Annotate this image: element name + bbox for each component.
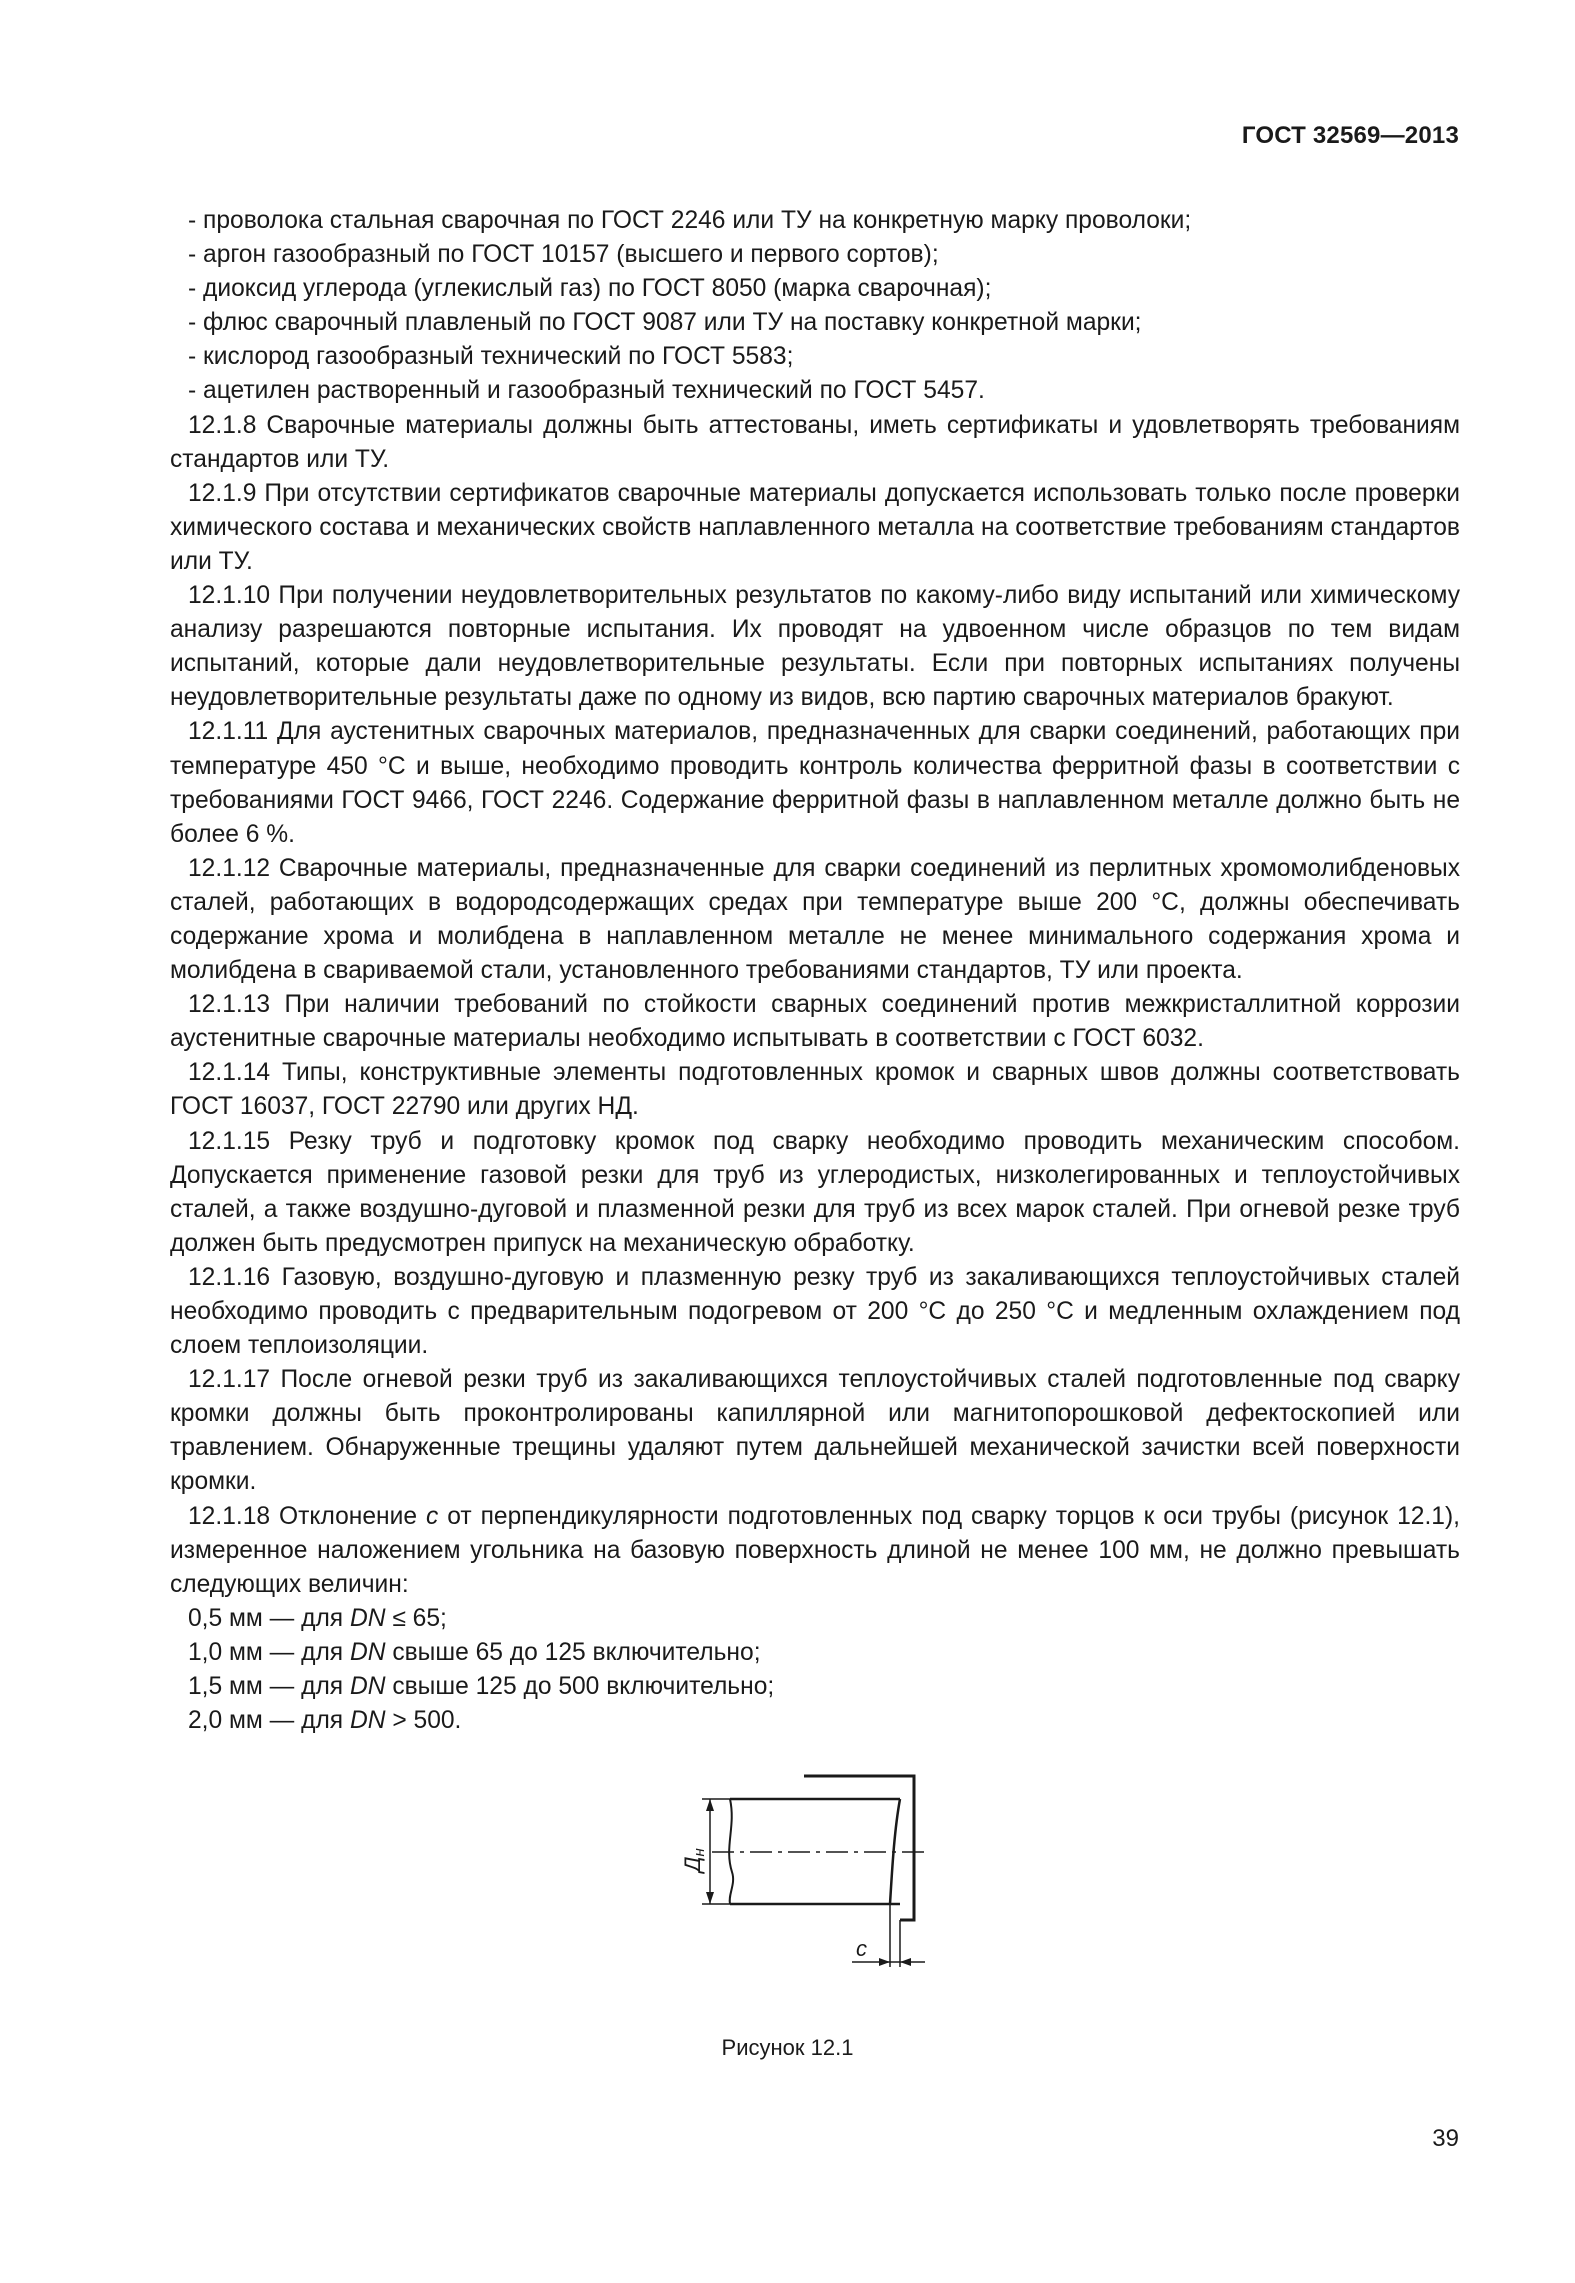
figure-12-1 [640, 1772, 940, 1992]
tolerance-item [170, 1670, 1460, 1704]
diameter-label: Дн [680, 1848, 708, 1872]
list-item: - кислород газообразный технический по ГОСТ 5583; [188, 343, 794, 371]
arrow-head [706, 1892, 714, 1904]
dn-symbol: DN [349, 1707, 386, 1735]
deviation-label: c [856, 1936, 867, 1961]
paragraph-text: от перпендикулярности подготовленных под сварку торцов к оси трубы (рисунок 12.1), измеренное наложением угольника на базовую поверхность длиной не менее 100 мм, не должно превышать следующих величин: [170, 1502, 1460, 1598]
dn-symbol: DN [349, 1673, 386, 1701]
paragraph-12-1-18 [170, 1500, 1460, 1602]
paragraph-12-1-13: 12.1.13 При наличии требований по стойкости сварных соединений против межкристаллитной коррозии аустенитные сварочные материалы необходимо испытывать в соответствии с ГОСТ 6032. [170, 991, 1460, 1053]
paragraph-text: 12.1.18 Отклонение [188, 1502, 426, 1530]
page-content [170, 204, 1460, 1738]
tolerance-condition: свыше 125 до 500 включительно; [385, 1673, 775, 1701]
paragraph-12-1-8: 12.1.8 Сварочные материалы должны быть аттестованы, иметь сертификаты и удовлетворять требованиям стандартов или ТУ. [170, 411, 1460, 473]
list-item: - ацетилен растворенный и газообразный технический по ГОСТ 5457. [188, 377, 985, 405]
tolerance-condition: ≤ 65; [385, 1604, 447, 1632]
pipe-diagram [640, 1772, 940, 1992]
tolerance-item [170, 1636, 1460, 1670]
paragraph-12-1-17: 12.1.17 После огневой резки труб из закаливающихся теплоустойчивых сталей подготовленные под сварку кромки должны быть проконтролированы капиллярной или магнитопорошковой дефектоскопией или травлением. Обнаруженные трещины удаляют путем дальнейшей механической зачистки всей поверхности кромки. [170, 1366, 1460, 1496]
document-id: ГОСТ 32569—2013 [1241, 122, 1459, 149]
arrow-head [879, 1958, 890, 1966]
list-item: - диоксид углерода (углекислый газ) по ГОСТ 8050 (марка сварочная); [188, 275, 992, 303]
paragraph-12-1-11: 12.1.11 Для аустенитных сварочных материалов, предназначенных для сварки соединений, работающих при температуре 450 °С и выше, необходимо проводить контроль количества ферритной фазы в соответствии с требованиями ГОСТ 9466, ГОСТ 2246. Содержание ферритной фазы в наплавленном металле должно быть не более 6 %. [170, 718, 1460, 848]
list-item: - проволока стальная сварочная по ГОСТ 2246 или ТУ на конкретную марку проволоки; [188, 207, 1192, 234]
square-tool [804, 1776, 914, 1920]
tolerance-value: 0,5 мм — для [188, 1604, 350, 1632]
tolerance-value: 1,0 мм — для [188, 1638, 350, 1666]
tolerance-condition: > 500. [385, 1707, 462, 1735]
arrow-head [900, 1958, 911, 1966]
arrow-head [706, 1799, 714, 1811]
tolerance-condition: свыше 65 до 125 включительно; [385, 1638, 761, 1666]
paragraph-12-1-14: 12.1.14 Типы, конструктивные элементы подготовленных кромок и сварных швов должны соответствовать ГОСТ 16037, ГОСТ 22790 или других НД. [170, 1059, 1460, 1121]
variable-c: c [425, 1502, 439, 1530]
tolerance-value: 1,5 мм — для [188, 1673, 350, 1701]
tolerance-item [170, 1602, 1460, 1636]
tolerance-value: 2,0 мм — для [188, 1707, 350, 1735]
paragraph-12-1-15: 12.1.15 Резку труб и подготовку кромок под сварку необходимо проводить механическим способом. Допускается применение газовой резки для труб из углеродистых, низколегированных и теплоустойчивых сталей, а также воздушно-дуговой и плазменной резки для труб из всех марок сталей. При огневой резке труб должен быть предусмотрен припуск на механическую обработку. [170, 1127, 1460, 1257]
list-item: - флюс сварочный плавленый по ГОСТ 9087 или ТУ на поставку конкретной марки; [188, 309, 1142, 337]
page-number: 39 [1432, 2125, 1459, 2152]
dn-symbol: DN [349, 1638, 386, 1666]
figure-caption: Рисунок 12.1 [721, 2035, 854, 2060]
dn-symbol: DN [349, 1604, 386, 1632]
paragraph-12-1-10: 12.1.10 При получении неудовлетворительных результатов по какому-либо виду испытаний или химическому анализу разрешаются повторные испытания. Их проводят на удвоенном числе образцов по тем видам испытаний, которые дали неудовлетворительные результаты. Если при повторных испытаниях получены неудовлетворительные результаты даже по одному из видов, всю партию сварочных материалов бракуют. [170, 582, 1460, 712]
paragraph-12-1-16: 12.1.16 Газовую, воздушно-дуговую и плазменную резку труб из закаливающихся теплоустойчивых сталей необходимо проводить с предварительным подогревом от 200 °С до 250 °С и медленным охлаждением под слоем теплоизоляции. [170, 1263, 1460, 1360]
list-item: - аргон газообразный по ГОСТ 10157 (высшего и первого сортов); [188, 241, 939, 269]
paragraph-12-1-9: 12.1.9 При отсутствии сертификатов сварочные материалы допускается использовать только после проверки химического состава и механических свойств наплавленного металла на соответствие требованиям стандартов или ТУ. [170, 479, 1460, 575]
tolerance-item [170, 1704, 1460, 1738]
paragraph-12-1-12: 12.1.12 Сварочные материалы, предназначенные для сварки соединений из перлитных хромомолибденовых сталей, работающих в водородсодержащих средах при температуре выше 200 °С, должны обеспечивать содержание хрома и молибдена в наплавленном металле не менее минимального содержания хрома и молибдена в свариваемой стали, установленного требованиями стандартов, ТУ или проекта. [170, 854, 1460, 985]
